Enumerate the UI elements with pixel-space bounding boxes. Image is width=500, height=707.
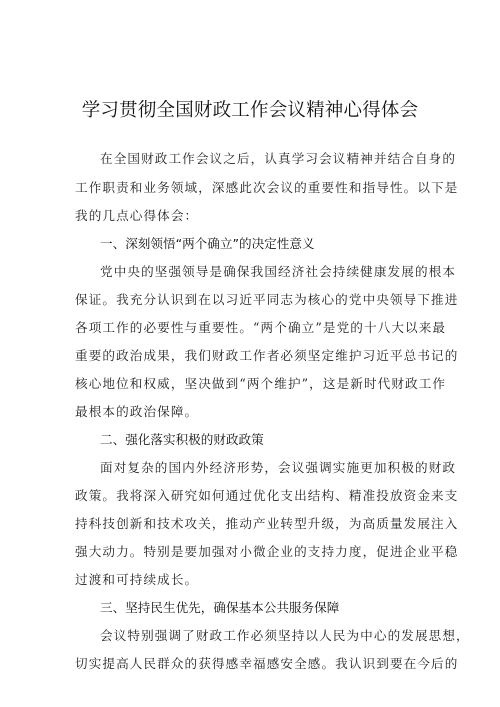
paragraph-line: 我的几点心得体会： [75,208,199,223]
paragraph-line: 会议特别强调了财政工作必须坚持以人民为中心的发展思想， [100,628,470,643]
section-heading: 二、强化落实积极的财政政策 [100,432,264,447]
paragraph-line: 面对复杂的国内外经济形势，会议强调实施更加积极的财政 [100,460,457,475]
paragraph-line: 工作职责和业务领域，深感此次会议的重要性和指导性。以下是 [75,180,459,195]
paragraph-line: 政策。我将深入研究如何通过优化支出结构、精准投放资金来支 [75,488,459,503]
paragraph-line: 强大动力。特别是要加强对小微企业的支持力度，促进企业平稳 [75,544,459,559]
paragraph-line: 党中央的坚强领导是确保我国经济社会持续健康发展的根本 [100,264,457,279]
section-heading: 三、坚持民生优先，确保基本公共服务保障 [100,600,340,615]
paragraph-line: 核心地位和权威，坚决做到“两个维护”，这是新时代财政工作 [75,376,447,391]
paragraph-line: 最根本的政治保障。 [75,404,199,419]
paragraph-line: 过渡和可持续成长。 [75,572,199,587]
section-heading: 一、深刻领悟“两个确立”的决定性意义 [100,236,315,251]
paragraph-line: 重要的政治成果，我们财政工作者必须坚定维护习近平总书记的 [75,348,459,363]
paragraph-line: 持科技创新和技术攻关，推动产业转型升级，为高质量发展注入 [75,516,459,531]
document-title: 学习贯彻全国财政工作会议精神心得体会 [81,100,419,121]
paragraph-line: 保证。我充分认识到在以习近平同志为核心的党中央领导下推进 [75,292,459,307]
paragraph-line: 切实提高人民群众的获得感幸福感安全感。我认识到要在今后的 [75,656,459,671]
paragraph-line: 各项工作的必要性与重要性。“两个确立”是党的十八大以来最 [75,320,447,335]
paragraph-line: 在全国财政工作会议之后，认真学习会议精神并结合自身的 [100,151,457,166]
